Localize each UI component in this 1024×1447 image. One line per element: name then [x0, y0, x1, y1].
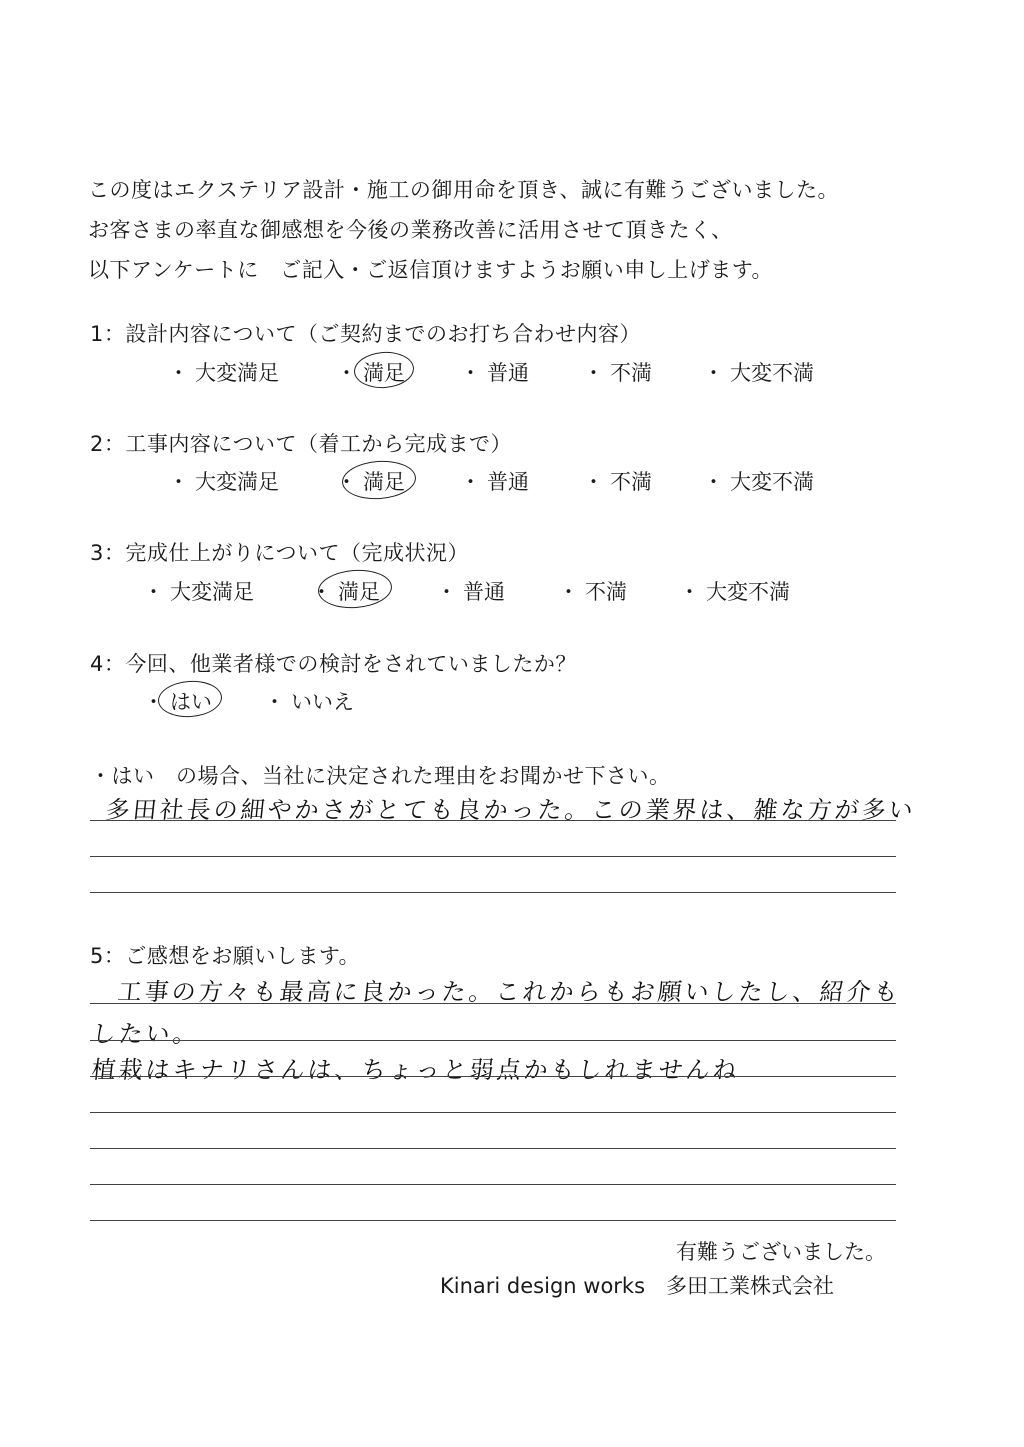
q1-option-normal: ・ 普通	[460, 361, 529, 385]
q3-option-very-satisfied: ・ 大変満足	[143, 580, 254, 604]
q5-handwritten-answer-line-1: 工事の方々も最高に良かった。これからもお願いしたし、紹介も	[116, 978, 903, 1006]
q3-option-normal: ・ 普通	[436, 580, 505, 604]
q5-handwritten-answer-line-2: したい。	[90, 1020, 202, 1048]
answer-line	[90, 820, 896, 821]
q4-followup-label: ・はい の場合、当社に決定された理由をお聞かせ下さい。	[90, 764, 671, 788]
q2-option-satisfied: ・ 満足	[336, 470, 405, 494]
question-3-title: 3：完成仕上がりについて（完成状況）	[90, 541, 469, 565]
q1-option-unsatisfied: ・ 不満	[583, 361, 652, 385]
question-5-title: 5：ご感想をお願いします。	[90, 944, 361, 968]
answer-line	[90, 1040, 896, 1041]
footer-thanks: 有難うございました。	[676, 1240, 886, 1264]
q3-option-satisfied: ・ 満足	[311, 580, 380, 604]
q2-option-very-unsatisfied: ・ 大変不満	[703, 470, 814, 494]
q5-handwritten-answer-line-3: 植栽はキナリさんは、ちょっと弱点かもしれませんね	[90, 1056, 742, 1084]
answer-line	[90, 1184, 896, 1185]
q3-option-very-unsatisfied: ・ 大変不満	[679, 580, 790, 604]
q1-option-very-satisfied: ・ 大変満足	[168, 361, 279, 385]
question-1-title: 1：設計内容について（ご契約までのお打ち合わせ内容）	[90, 322, 641, 346]
question-4-title: 4：今回、他業者様での検討をされていましたか？	[90, 652, 577, 676]
q2-option-very-satisfied: ・ 大変満足	[168, 470, 279, 494]
q1-option-satisfied: ・ 満足	[336, 361, 405, 385]
q1-option-very-unsatisfied: ・ 大変不満	[703, 361, 814, 385]
intro-line-3: 以下アンケートに ご記入・ご返信頂けますようお願い申し上げます。	[88, 258, 774, 282]
q3-option-unsatisfied: ・ 不満	[558, 580, 627, 604]
answer-line	[90, 1076, 896, 1077]
q4-option-yes: ・ はい	[143, 690, 212, 714]
question-2-title: 2：工事内容について（着工から完成まで）	[90, 432, 512, 456]
q4-option-no: ・ いいえ	[264, 690, 354, 714]
answer-line	[90, 1220, 896, 1221]
q2-option-unsatisfied: ・ 不満	[583, 470, 652, 494]
q2-option-normal: ・ 普通	[460, 470, 529, 494]
answer-line	[90, 1112, 896, 1113]
answer-line	[90, 892, 896, 893]
answer-line	[90, 1003, 896, 1004]
q4-handwritten-answer: 多田社長の細やかさがとても良かった。この業界は、雑な方が多い	[104, 796, 918, 824]
answer-line	[90, 1148, 896, 1149]
intro-line-2: お客さまの率直な御感想を今後の業務改善に活用させて頂きたく、	[88, 218, 733, 242]
intro-text	[88, 170, 839, 290]
answer-line	[90, 856, 896, 857]
footer-company: Kinari design works 多田工業株式会社	[440, 1274, 835, 1298]
intro-line-1: この度はエクステリア設計・施工の御用命を頂き、誠に有難うございました。	[88, 178, 840, 202]
